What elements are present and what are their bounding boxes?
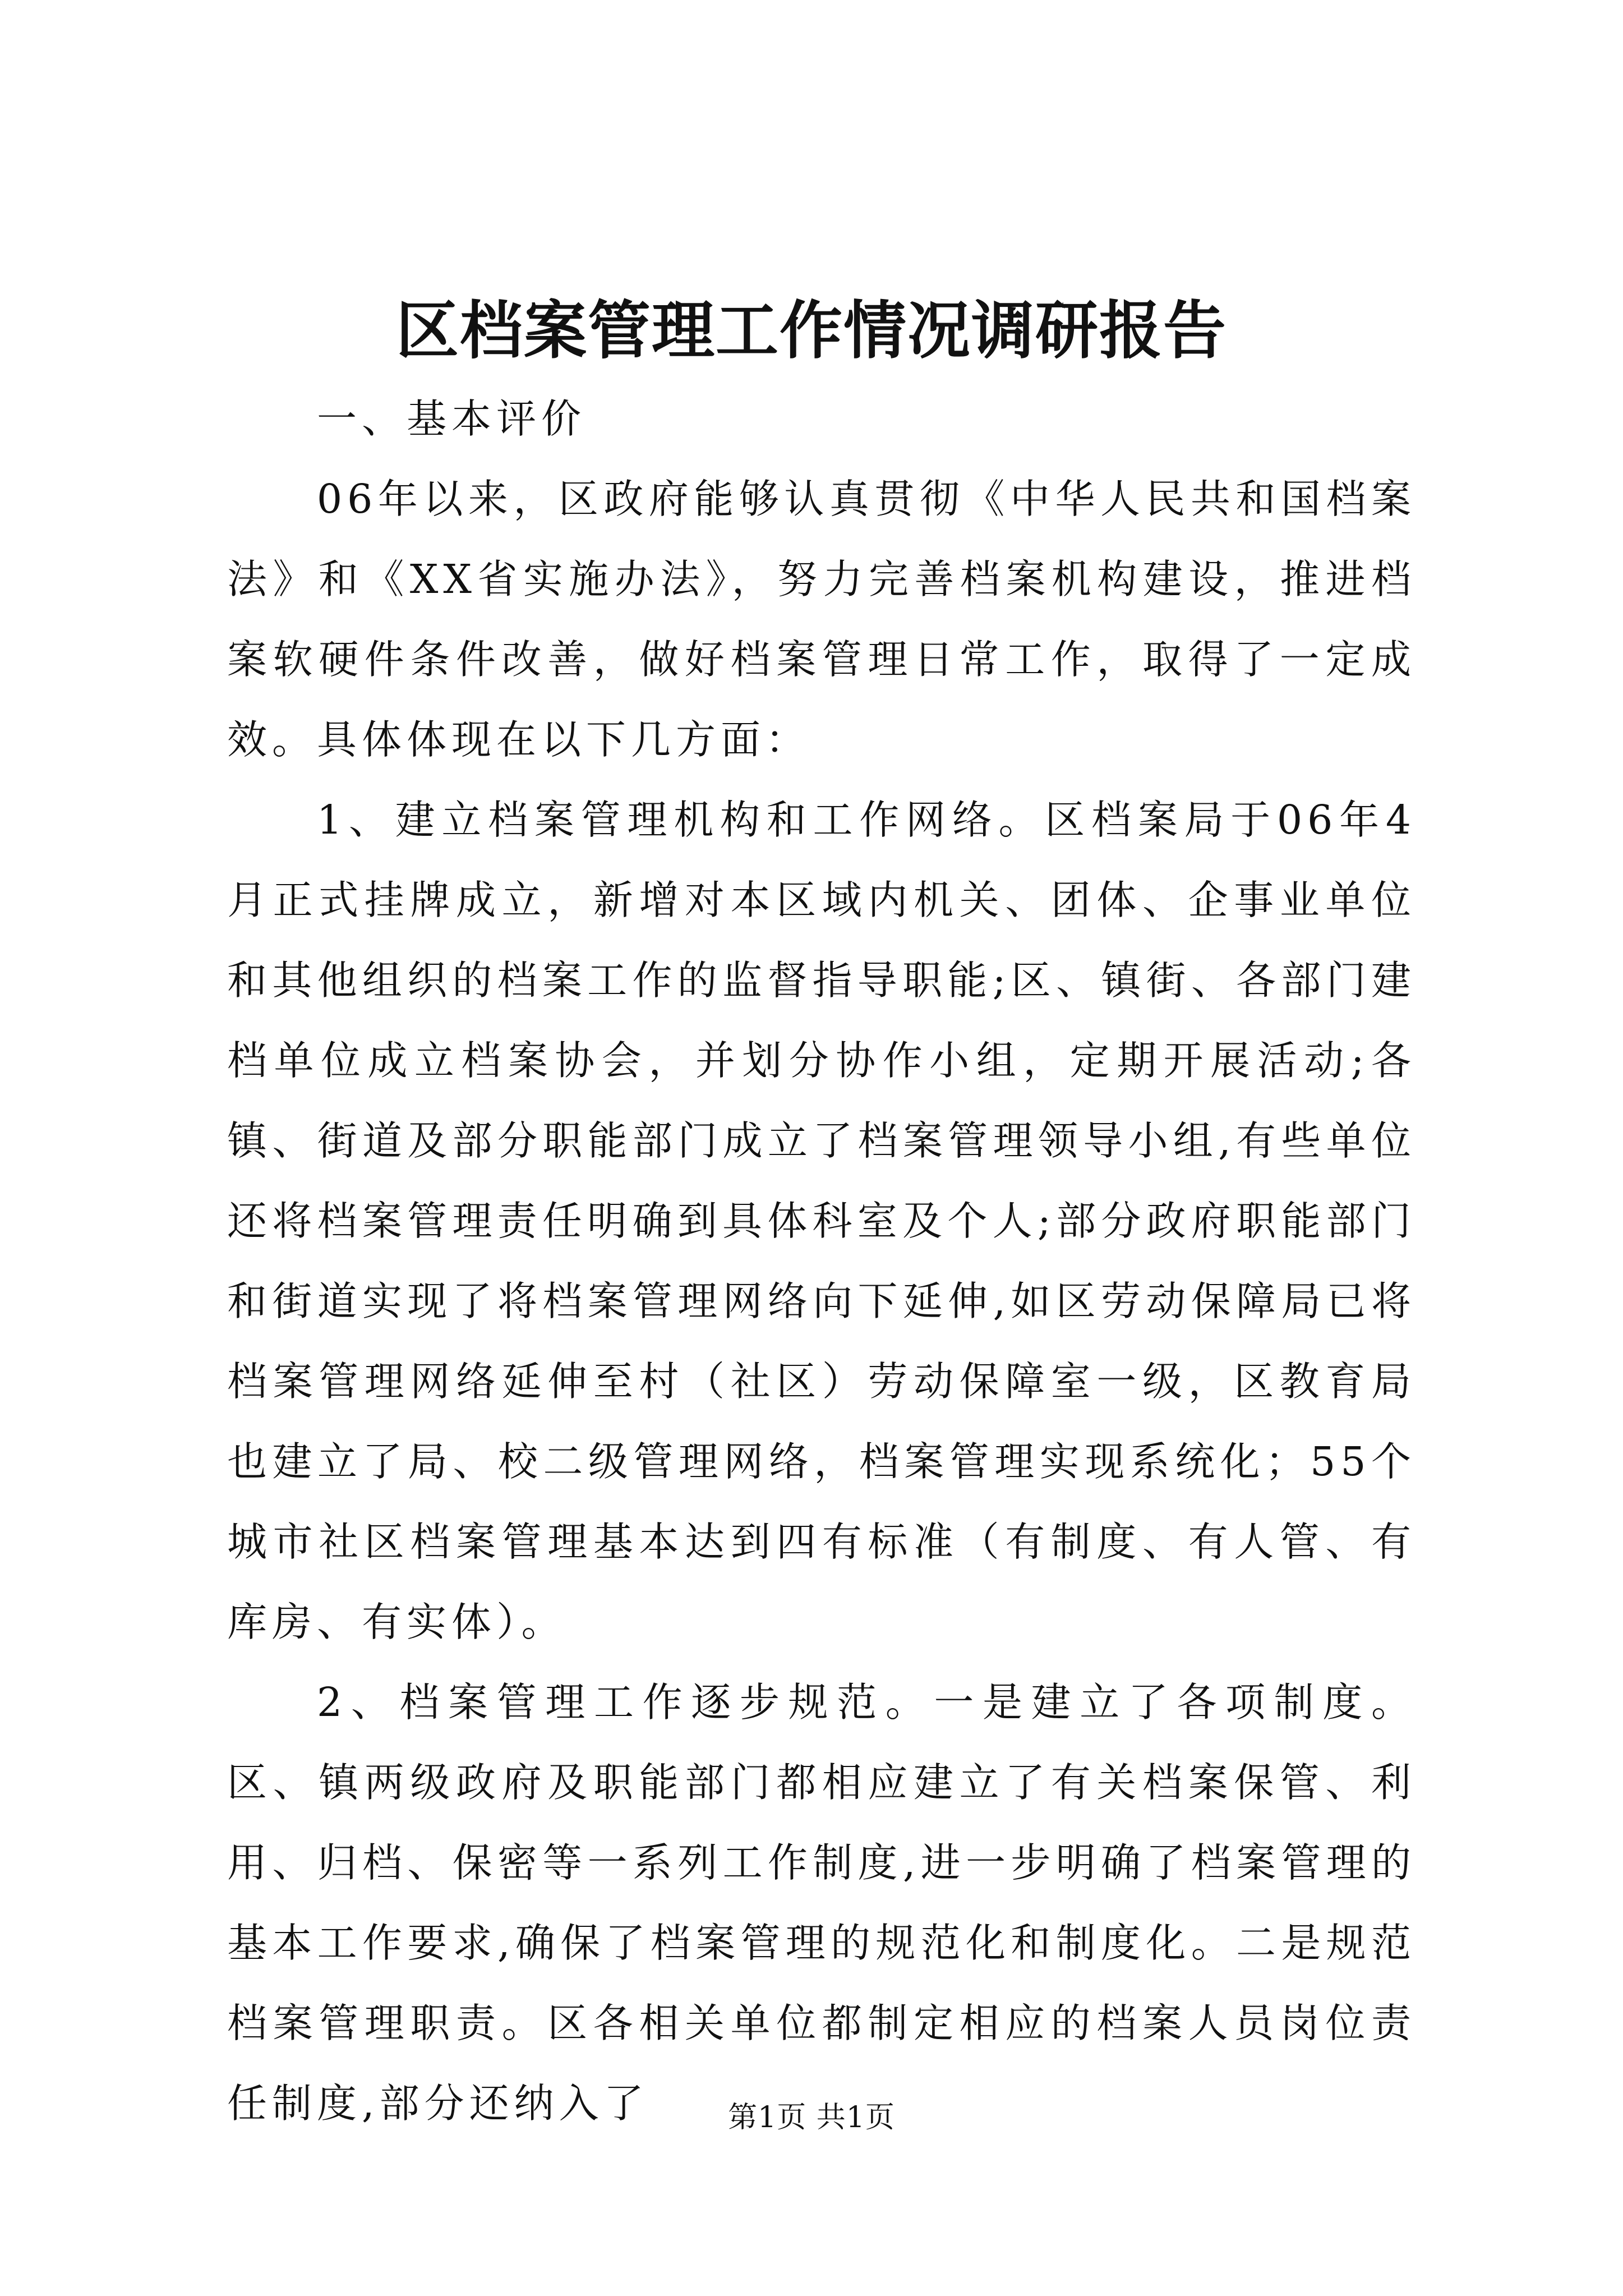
document-body: [227, 379, 1416, 2143]
paragraph-item-1: 1、建立档案管理机构和工作网络。区档案局于06年4月正式挂牌成立，新增对本区域内机关、团体、企事业单位和其他组织的档案工作的监督指导职能;区、镇街、各部门建档单位成立档案协会，并划分协作小组，定期开展活动;各镇、街道及部分职能部门成立了档案管理领导小组,有些单位还将档案管理责任明确到具体科室及个人;部分政府职能部门和街道实现了将档案管理网络向下延伸,如区劳动保障局已将档案管理网络延伸至村（社区）劳动保障室一级，区教育局也建立了局、校二级管理网络，档案管理实现系统化；55个城市社区档案管理基本达到四有标准（有制度、有人管、有库房、有实体）。: [227, 797, 1416, 1645]
paragraph-item-2: 2、档案管理工作逐步规范。一是建立了各项制度。区、镇两级政府及职能部门都相应建立了有关档案保管、利用、归档、保密等一系列工作制度,进一步明确了档案管理的基本工作要求,确保了档案管理的规范化和制度化。二是规范档案管理职责。区各相关单位都制定相应的档案人员岗位责任制度,部分还纳入了: [227, 1679, 1416, 2127]
section-heading: 一、基本评价: [317, 395, 587, 442]
document-title: 区档案管理工作情况调研报告: [396, 294, 1227, 367]
paragraph-intro: 06年以来，区政府能够认真贯彻《中华人民共和国档案法》和《XX省实施办法》，努力完善档案机构建设，推进档案软硬件条件改善，做好档案管理日常工作，取得了一定成效。具体体现在以下几方面：: [227, 476, 1416, 763]
page-footer: 第1页 共1页: [728, 2101, 895, 2134]
